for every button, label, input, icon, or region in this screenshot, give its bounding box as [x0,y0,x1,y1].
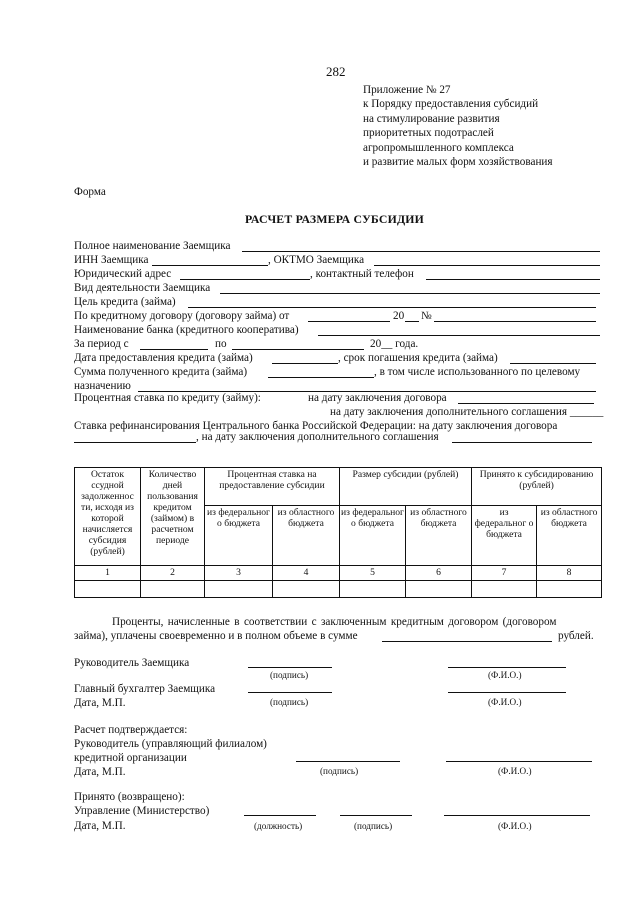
contract-label: По кредитному договору (договору займа) от [74,310,290,322]
purpose-label: Цель кредита (займа) [74,296,176,308]
subsidy-table [74,467,602,598]
period-year-label: 20__ года. [370,338,419,350]
legal-address-line[interactable] [180,279,310,280]
amount-line[interactable] [268,377,374,378]
column-number: 4 [273,566,340,581]
repay-date-label: , срок погашения кредита (займа) [338,352,498,364]
table-cell[interactable] [340,581,406,598]
contract-year-line[interactable] [405,321,419,322]
refi-contract-line[interactable] [74,442,196,443]
table-cell[interactable] [141,581,205,598]
ministry-signature-line[interactable] [340,815,412,816]
bank-name-label: Наименование банка (кредитного кооператива) [74,324,299,336]
position-caption: (должность) [254,821,303,831]
document-title: РАСЧЕТ РАЗМЕРА СУБСИДИИ [245,212,425,226]
appendix-line: агропромышленного комплекса [363,142,514,154]
confirmed-label: Расчет подтверждается: [74,724,188,736]
contract-number-line[interactable] [434,321,596,322]
accountant-fio-line[interactable] [448,692,566,693]
sub-header-federal: из федеральног о бюджета [472,506,537,566]
phone-label: , контактный телефон [310,268,414,280]
sub-header-regional: из областного бюджета [273,506,340,566]
column-number: 3 [205,566,273,581]
appendix-line: Приложение № 27 [363,84,451,96]
issue-date-label: Дата предоставления кредита (займа) [74,352,253,364]
page-number: 282 [326,64,346,79]
rate-contract-line[interactable] [458,403,594,404]
phone-line[interactable] [426,279,600,280]
amount-targeted-label: , в том числе использованного по целевому [374,366,581,378]
fio-caption: (Ф.И.О.) [488,697,522,707]
table-row [75,581,602,598]
signature-caption: (подпись) [354,821,393,831]
appendix-line: приоритетных подотраслей [363,127,494,139]
table-cell[interactable] [472,581,537,598]
inn-line[interactable] [152,265,268,266]
table-cell[interactable] [75,581,141,598]
legal-address-label: Юридический адрес [74,268,172,280]
column-number: 2 [141,566,205,581]
table-cell[interactable] [273,581,340,598]
period-from-line[interactable] [140,349,208,350]
contract-number-sign: № [421,310,432,322]
repay-date-line[interactable] [510,363,596,364]
oktmo-line[interactable] [374,265,600,266]
full-name-label: Полное наименование Заемщика [74,240,231,252]
head-fio-line[interactable] [448,667,566,668]
col-header-balance: Остаток ссудной задолженнос ти, исходя из которой начисляется субсидия (рублей) [75,468,141,566]
fio-caption: (Ф.И.О.) [498,821,532,831]
form-label: Форма [74,186,106,198]
rate-label: Процентная ставка по кредиту (займу): [74,392,261,404]
date-mp-label: Дата, М.П. [74,766,126,778]
appendix-line: к Порядку предоставления субсидий [363,98,539,110]
appendix-line: и развитие малых форм хозяйствования [363,156,553,168]
column-number: 1 [75,566,141,581]
signature-caption: (подпись) [270,697,309,707]
sub-header-federal: из федеральног о бюджета [205,506,273,566]
rate-contract-date-label: на дату заключения договора [308,392,447,404]
table-cell[interactable] [406,581,472,598]
bank-fio-line[interactable] [446,761,592,762]
activity-line[interactable] [220,293,600,294]
contract-date-line[interactable] [308,321,390,322]
period-from-label: За период с [74,338,129,350]
bank-head-label: Руководитель (управляющий филиалом) [74,738,267,750]
column-number: 5 [340,566,406,581]
refi-supplement-line[interactable] [452,442,592,443]
head-borrower-label: Руководитель Заемщика [74,657,190,669]
rubles-label: рублей. [558,630,594,642]
appendix-line: на стимулирование развития [363,113,500,125]
full-name-line[interactable] [242,251,600,252]
credit-org-label: кредитной организации [74,752,187,764]
ministry-position-line[interactable] [244,815,316,816]
contract-year-label: 20 [393,310,405,322]
date-mp-label: Дата, М.П. [74,820,126,832]
col-header-days: Количество дней пользования кредитом (займом) в расчетном периоде [141,468,205,566]
rate-supplement-label: на дату заключения дополнительного соглашения ______ [330,406,604,418]
date-mp-label: Дата, М.П. [74,697,126,709]
group-header-size: Размер субсидии (рублей) [340,468,472,506]
table-cell[interactable] [205,581,273,598]
sub-header-federal: из федеральног о бюджета [340,506,406,566]
fio-caption: (Ф.И.О.) [498,766,532,776]
ministry-fio-line[interactable] [444,815,590,816]
column-number: 6 [406,566,472,581]
group-header-rate: Процентная ставка на предоставление субсидии [205,468,340,506]
refi-label: Ставка рефинансирования Центрального банка Российской Федерации: на дату заключения договора [74,420,558,432]
inn-label: ИНН Заемщика [74,254,149,266]
bank-name-line[interactable] [318,335,600,336]
accountant-signature-line[interactable] [248,692,332,693]
paid-amount-line[interactable] [382,641,552,642]
column-number: 8 [537,566,602,581]
column-number: 7 [472,566,537,581]
group-header-accepted: Принято к субсидированию (рублей) [472,468,602,506]
amount-label: Сумма полученного кредита (займа) [74,366,248,378]
signature-caption: (подпись) [320,766,359,776]
head-signature-line[interactable] [248,667,332,668]
paragraph-line-2: займа), уплачены своевременно и в полном объеме в сумме [74,630,358,642]
issue-date-line[interactable] [272,363,338,364]
period-to-label: по [215,338,227,350]
purpose-line[interactable] [188,307,596,308]
accepted-label: Принято (возвращено): [74,791,185,803]
paragraph-line-1: Проценты, начисленные в соответствии с заключенным кредитным договором (договором [112,616,557,628]
fio-caption: (Ф.И.О.) [488,670,522,680]
refi-supplement-label: , на дату заключения дополнительного соглашения [196,431,439,443]
chief-accountant-label: Главный бухгалтер Заемщика [74,683,216,695]
sub-header-regional: из областного бюджета [406,506,472,566]
sub-header-regional: из областного бюджета [537,506,602,566]
purpose-word-label: назначению [74,380,131,392]
oktmo-label: , ОКТМО Заемщика [268,254,365,266]
signature-caption: (подпись) [270,670,309,680]
activity-label: Вид деятельности Заемщика [74,282,211,294]
bank-signature-line[interactable] [296,761,400,762]
table-cell[interactable] [537,581,602,598]
ministry-label: Управление (Министерство) [74,805,210,817]
period-to-line[interactable] [232,349,364,350]
